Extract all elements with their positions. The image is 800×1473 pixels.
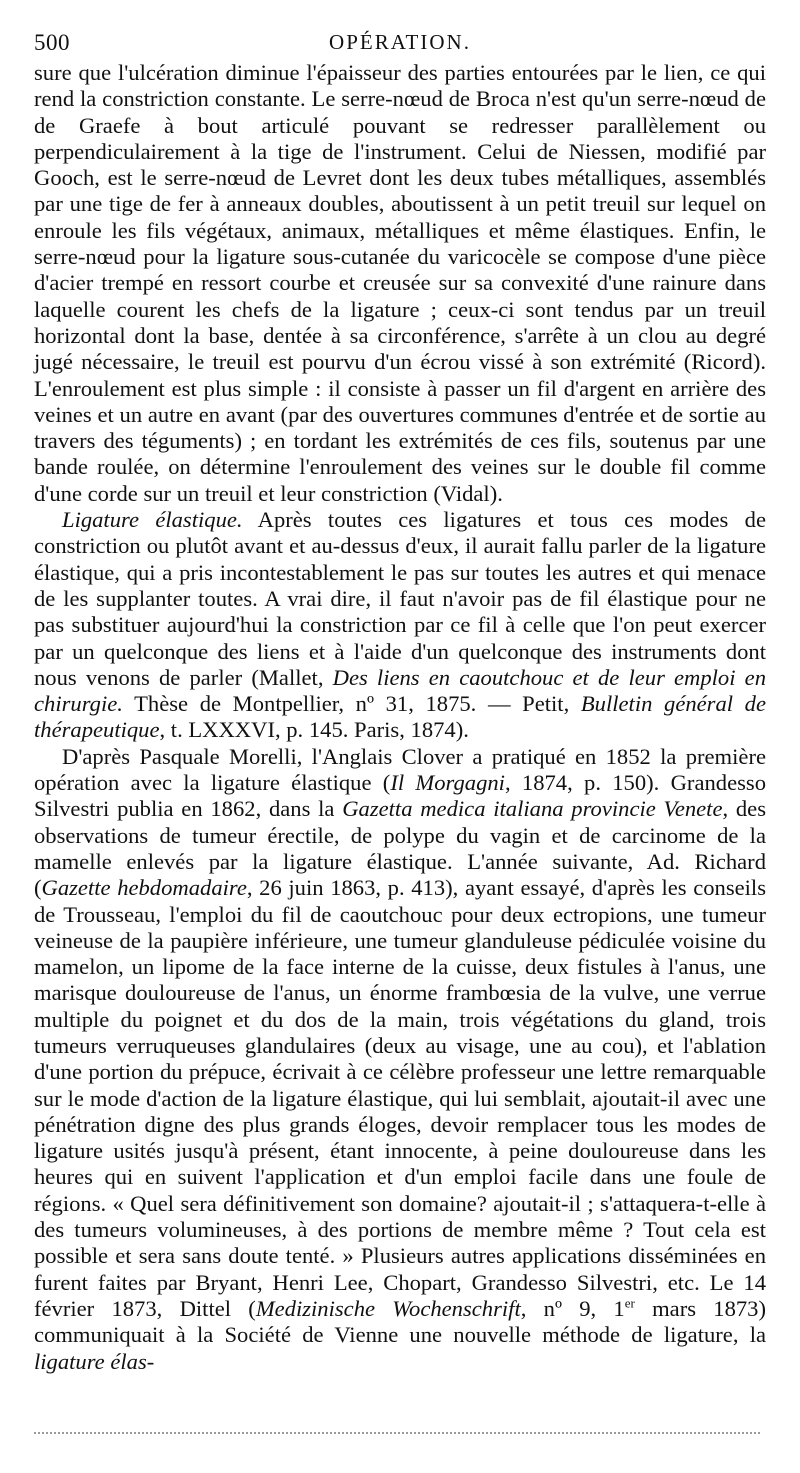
paragraph-ligature-elastique	[34, 507, 766, 744]
paragraph-2-text-c: , t. LXXXVI, p. 145. Paris, 1874).	[159, 717, 469, 743]
page-header	[34, 30, 766, 60]
citation-medizinische-wochenschrift: Medizinische Wochenschrift	[255, 1295, 521, 1321]
paragraph-1	[34, 60, 766, 507]
section-heading: Ligature élastique.	[62, 507, 243, 533]
paragraph-2-text-b: Thèse de Montpellier, nº 31, 1875. — Petit,	[122, 691, 581, 717]
paragraph-3-text-f: mars 1873) communiquait à la Société de Vienne une nouvelle méthode de ligature, la	[34, 1295, 767, 1348]
paragraph-1-text: sure que l'ulcération diminue l'épaisseur des parties entourées par le lien, ce qui rend la constriction constante. Le serre-nœud de Broca n'est qu'un serre-nœud de de Graefe à bout articulé pouvant se redresser parallèlement ou perpendiculairement à la tige de l'instrument. Celui de Niessen, modifié par Gooch, est le serre-nœud de Levret dont les deux tubes métalliques, assemblés par une tige de fer à anneaux doubles, aboutissent à un petit treuil sur lequel on enroule les fils végétaux, animaux, métalliques et même élastiques. Enfin, le serre-nœud pour la ligature sous-cutanée du varicocèle se compose d'une pièce d'acier trempé en ressort courbe et creusée sur sa convexité d'une rainure dans laquelle courent les chefs de la ligature ; ceux-ci sont tendus par un treuil horizontal dont la base, dentée à sa circonférence, s'arrête à un clou au degré jugé nécessaire, le treuil est pourvu d'un écrou vissé à son extrémité (Ricord). L'enroulement est plus simple : il consiste à passer un fil d'argent en arrière des veines et un autre en avant (par des ouvertures communes d'entrée et de sortie au travers des téguments) ; en tordant les extrémités de ces fils, soutenus par une bande roulée, on détermine l'enroulement des veines sur le double fil comme d'une corde sur un treuil et leur constriction (Vidal).	[34, 60, 766, 506]
paragraph-3-text-d: , 26 juin 1863, p. 413), ayant essayé, d'après les conseils de Trousseau, l'emploi du fil de caoutchouc pour deux ectropions, une tumeur veineuse de la paupière inférieure, une tumeur glanduleuse pédiculée voisine du mamelon, un lipome de la face interne de la cuisse, deux fistules à l'anus, une marisque douloureuse de l'anus, un énorme frambœsia de la vulve, une verrue multiple du poignet et du dos de la main, trois végétations du gland, trois tumeurs verruqueuses glandulaires (deux au visage, une au cou), et l'ablation d'une portion du prépuce, écrivait à ce célèbre professeur une lettre remarquable sur le mode d'action de la ligature élastique, qui lui semblait, ajoutait-il avec une pénétration digne des plus grands éloges, devoir remplacer tous les modes de ligature usités jusqu'à présent, étant innocente, à peine douloureuse dans les heures qui en suivent l'application et d'un emploi facile dans une foule de régions. « Quel sera définitivement son domaine? ajoutait-il ; s'attaquera-t-elle à des tumeurs volumineuses, à des portions de membre même ? Tout cela est possible et sera sans doute tenté. » Plusieurs autres applications disséminées en furent faites par Bryant, Henri Lee, Chopart, Grandesso Silvestri, etc. Le 14 février 1873, Dittel (	[34, 875, 766, 1321]
body-text	[34, 60, 766, 1375]
citation-gazetta-medica: Gazetta medica italiana provincie Venete	[342, 796, 723, 822]
term-ligature-elastique: ligature élas-	[34, 1348, 155, 1374]
citation-il-morgagni: Il Morgagni	[390, 770, 505, 796]
paragraph-2-text-a: Après toutes ces ligatures et tous ces modes de constriction ou plutôt avant et au-dessus d'eux, il aurait fallu parler de la ligature élastique, qui a pris incontestablement le pas sur toutes les autres et qui menace de les supplanter toutes. A vrai dire, il faut n'avoir pas de fil élastique pour ne pas substituer aujourd'hui la constriction par ce fil à celle que l'on peut exercer par un quelconque des liens et à l'aide d'un quelconque des instruments dont nous venons de parler (Mallet,	[34, 507, 766, 690]
page-number: 500	[34, 30, 70, 55]
footer-dotted-rule	[34, 1432, 760, 1434]
running-title: OPÉRATION.	[329, 30, 471, 54]
citation-gazette-hebdomadaire: Gazette hebdomadaire	[41, 875, 247, 901]
citation-title-mallet: Des liens en caoutchouc et de leur emploi en chirurgie.	[34, 664, 766, 717]
paragraph-history	[34, 744, 766, 1375]
paragraph-3-text-a: D'après Pasquale Morelli, l'Anglais Clover a pratiqué en 1852 la première opération avec la ligature élastique (	[34, 743, 766, 796]
paragraph-3-text-e: , nº 9, 1	[520, 1295, 625, 1321]
paragraph-3-text-c: , des observations de tumeur érectile, de polype du vagin et de carcinome de la mamelle enlevés par la ligature élastique. L'année suivante, Ad. Richard (	[34, 796, 767, 901]
paragraph-3-text-b: , 1874, p. 150). Grandesso Silvestri publia en 1862, dans la	[34, 770, 766, 822]
superscript-er: er	[624, 1295, 635, 1311]
citation-title-bulletin: Bulletin général de thérapeutique	[34, 691, 767, 743]
